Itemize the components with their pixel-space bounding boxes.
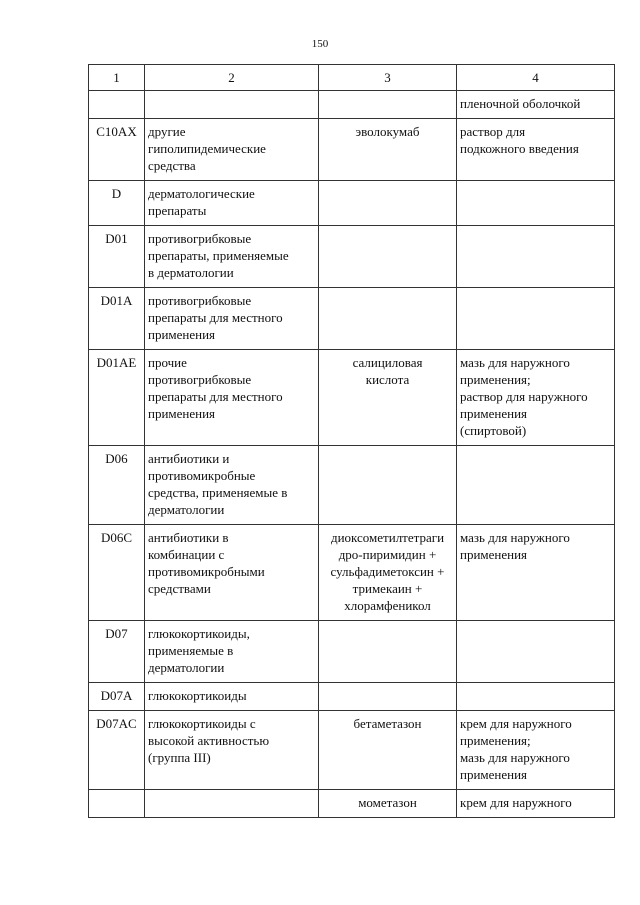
table-row xyxy=(89,226,615,288)
group-name-cell: глюкокортикоиды, применяемые в дерматологии xyxy=(145,621,319,683)
dosage-form-cell xyxy=(457,226,615,288)
table-row xyxy=(89,621,615,683)
dosage-form-cell: раствор для подкожного введения xyxy=(457,119,615,181)
table-row xyxy=(89,711,615,790)
group-name-cell: глюкокортикоиды с высокой активностью (группа III) xyxy=(145,711,319,790)
group-name-cell: глюкокортикоиды xyxy=(145,683,319,711)
dosage-form-cell: мазь для наружного применения xyxy=(457,525,615,621)
drug-name-cell xyxy=(319,181,457,226)
drug-name-cell xyxy=(319,683,457,711)
group-name-cell: антибиотики и противомикробные средства, применяемые в дерматологии xyxy=(145,446,319,525)
atc-code-cell: D06C xyxy=(89,525,145,621)
table-row xyxy=(89,288,615,350)
table-row xyxy=(89,525,615,621)
table-header xyxy=(89,65,615,91)
atc-code-cell: D01 xyxy=(89,226,145,288)
dosage-form-cell: крем для наружного xyxy=(457,790,615,818)
group-name-cell: другие гиполипидемические средства xyxy=(145,119,319,181)
table-row xyxy=(89,350,615,446)
group-name-cell: прочие противогрибковые препараты для местного применения xyxy=(145,350,319,446)
table-row xyxy=(89,181,615,226)
dosage-form-cell: крем для наружного применения; мазь для наружного применения xyxy=(457,711,615,790)
atc-code-cell: D07A xyxy=(89,683,145,711)
group-name-cell: противогрибковые препараты для местного применения xyxy=(145,288,319,350)
dosage-form-cell: пленочной оболочкой xyxy=(457,91,615,119)
header-cell-2: 2 xyxy=(145,65,319,91)
atc-code-cell: D07 xyxy=(89,621,145,683)
dosage-form-cell xyxy=(457,683,615,711)
dosage-form-cell xyxy=(457,288,615,350)
table-row xyxy=(89,91,615,119)
drug-name-cell xyxy=(319,621,457,683)
header-cell-3: 3 xyxy=(319,65,457,91)
drug-name-cell: бетаметазон xyxy=(319,711,457,790)
atc-code-cell: C10AX xyxy=(89,119,145,181)
drug-name-cell xyxy=(319,288,457,350)
drug-name-cell xyxy=(319,446,457,525)
table-row xyxy=(89,119,615,181)
header-cell-1: 1 xyxy=(89,65,145,91)
drug-table xyxy=(88,64,615,818)
table-body xyxy=(89,91,615,818)
drug-name-cell: салициловая кислота xyxy=(319,350,457,446)
drug-name-cell xyxy=(319,226,457,288)
header-cell-4: 4 xyxy=(457,65,615,91)
header-row xyxy=(89,65,615,91)
atc-code-cell: D01A xyxy=(89,288,145,350)
group-name-cell xyxy=(145,790,319,818)
table-row xyxy=(89,683,615,711)
group-name-cell: антибиотики в комбинации с противомикробными средствами xyxy=(145,525,319,621)
atc-code-cell: D xyxy=(89,181,145,226)
group-name-cell xyxy=(145,91,319,119)
drug-name-cell: мометазон xyxy=(319,790,457,818)
table-row xyxy=(89,446,615,525)
atc-code-cell xyxy=(89,790,145,818)
drug-name-cell xyxy=(319,91,457,119)
atc-code-cell: D01AE xyxy=(89,350,145,446)
dosage-form-cell xyxy=(457,446,615,525)
atc-code-cell: D06 xyxy=(89,446,145,525)
dosage-form-cell xyxy=(457,181,615,226)
dosage-form-cell xyxy=(457,621,615,683)
drug-name-cell: эволокумаб xyxy=(319,119,457,181)
group-name-cell: противогрибковые препараты, применяемые в дерматологии xyxy=(145,226,319,288)
dosage-form-cell: мазь для наружного применения; раствор для наружного применения (спиртовой) xyxy=(457,350,615,446)
group-name-cell: дерматологические препараты xyxy=(145,181,319,226)
page-number: 150 xyxy=(311,38,329,50)
drug-name-cell: диоксометилтетраги дро-пиримидин + сульфадиметоксин + тримекаин + хлорамфеникол xyxy=(319,525,457,621)
atc-code-cell: D07AC xyxy=(89,711,145,790)
table-row xyxy=(89,790,615,818)
atc-code-cell xyxy=(89,91,145,119)
